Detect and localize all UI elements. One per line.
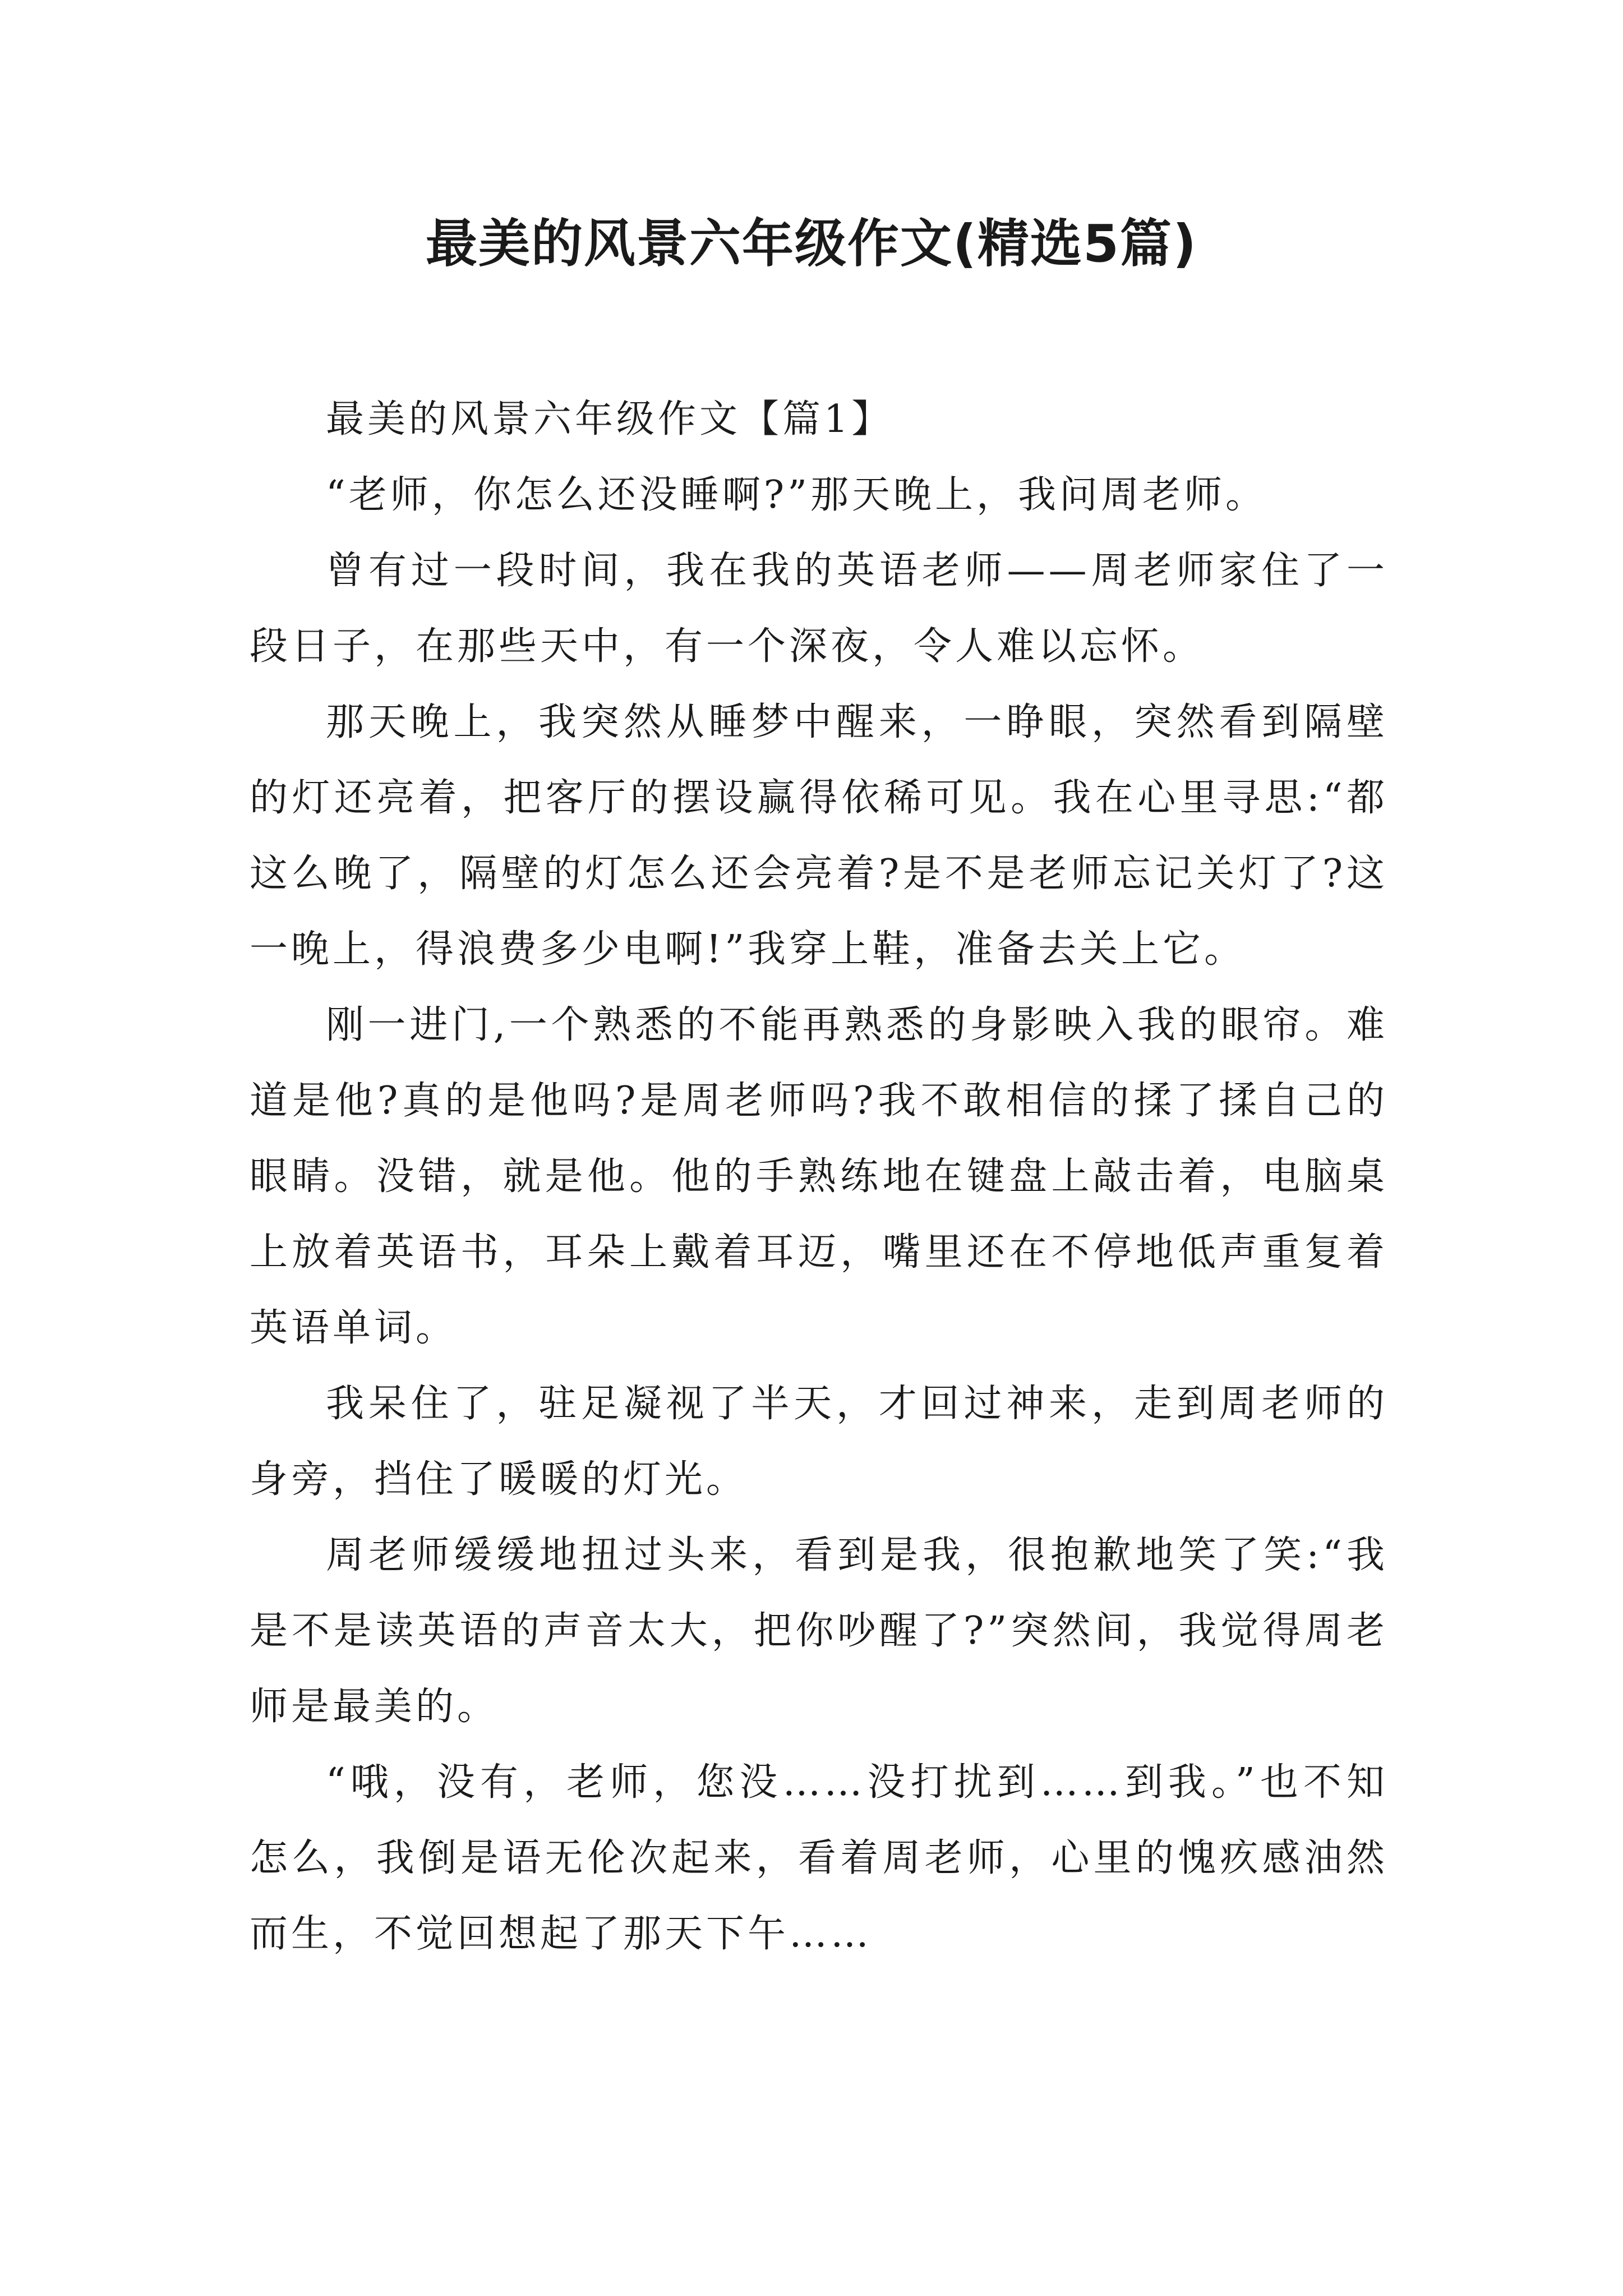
paragraph-6: 周老师缓缓地扭过头来，看到是我，很抱歉地笑了笑:“我是不是读英语的声音太大，把你吵醒了?”突然间，我觉得周老师是最美的。 (250, 1533, 1388, 1729)
paragraph-2: 曾有过一段时间，我在我的英语老师——周老师家住了一段日子，在那些天中，有一个深夜，令人难以忘怀。 (250, 549, 1388, 669)
document-title: 最美的风景六年级作文(精选5篇) (425, 214, 1198, 274)
paragraph-7: “哦，没有，老师，您没……没打扰到……到我。”也不知怎么，我倒是语无伦次起来，看着周老师，心里的愧疚感油然而生，不觉回想起了那天下午…… (250, 1760, 1388, 1956)
paragraph-4: 刚一进门,一个熟悉的不能再熟悉的身影映入我的眼帘。难道是他?真的是他吗?是周老师吗?我不敢相信的揉了揉自己的眼睛。没错，就是他。他的手熟练地在键盘上敲击着，电脑桌上放着英语书，耳朵上戴着耳迈，嘴里还在不停地低声重复着英语单词。 (250, 1003, 1388, 1350)
document-body (250, 381, 1388, 1972)
paragraph-1: “老师，你怎么还没睡啊?”那天晚上，我问周老师。 (326, 473, 1267, 517)
paragraph-3: 那天晚上，我突然从睡梦中醒来，一睁眼，突然看到隔壁的灯还亮着，把客厅的摆设赢得依稀可见。我在心里寻思:“都这么晚了，隔壁的灯怎么还会亮着?是不是老师忘记关灯了?这一晚上，得浪费多少电啊!”我穿上鞋，准备去关上它。 (250, 700, 1388, 972)
paragraph-5: 我呆住了，驻足凝视了半天，才回过神来，走到周老师的身旁，挡住了暖暖的灯光。 (250, 1382, 1388, 1502)
section-heading: 最美的风景六年级作文【篇1】 (326, 397, 893, 441)
